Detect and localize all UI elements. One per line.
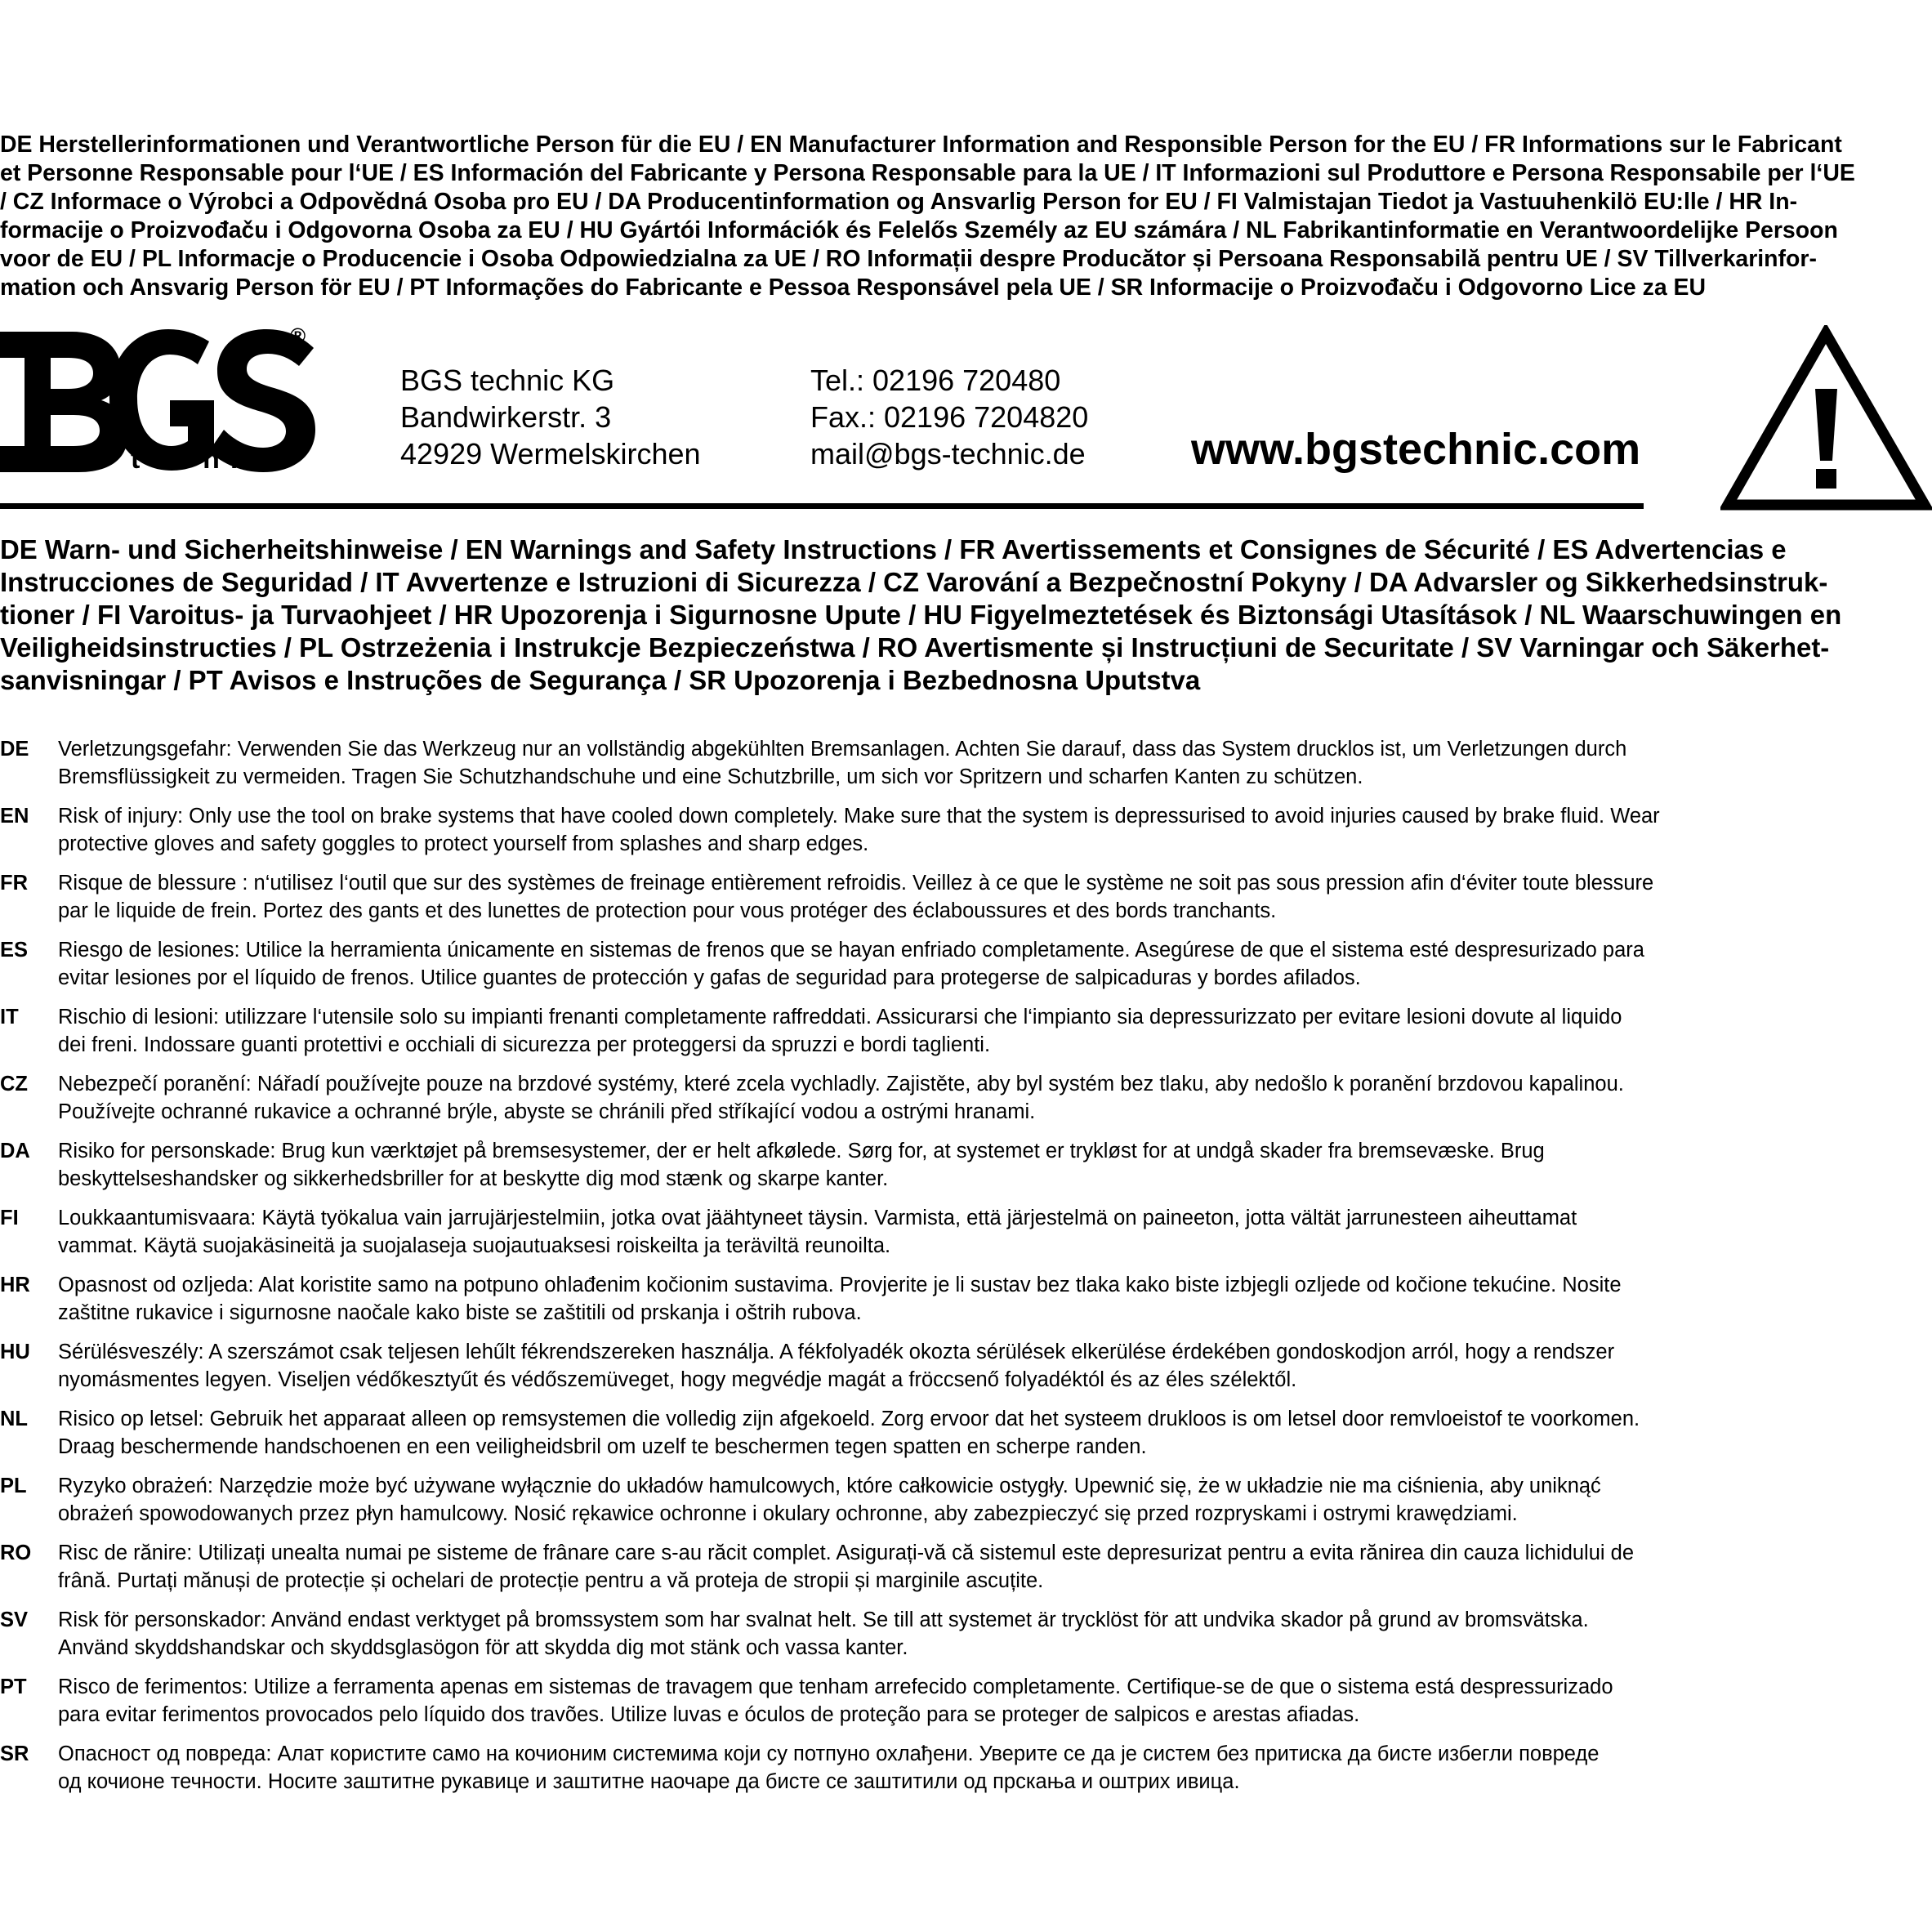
website-link[interactable]: www.bgstechnic.com — [1191, 425, 1641, 474]
entry-text-line2: obrażeń spowodowanych przez płyn hamulcowy. Nosić rękawice ochronne i okulary ochronne, aby zabezpieczyć się przed rozpryskami i ostrymi krawędziami. — [58, 1502, 1518, 1525]
entry-text-line2: nyomásmentes legyen. Viseljen védőkesztyűt és védőszemüveget, hogy megvédje magát a fröccsenő folyadéktól és az éles szélektől. — [58, 1368, 1297, 1391]
divider — [0, 503, 1644, 509]
entry-text-line2: Bremsflüssigkeit zu vermeiden. Tragen Sie Schutzhandschuhe und eine Schutzbrille, um sich vor Spritzern und scharfen Kanten zu schützen. — [58, 765, 1363, 788]
safety-entry — [0, 802, 1932, 869]
entry-text-line2: frână. Purtați mănuși de protecție și ochelari de protecție pentru a vă proteja de stropii și marginile ascuțite. — [58, 1569, 1044, 1592]
entry-text-line1: Risiko for personskade: Brug kun værktøjet på bremsesystemer, der er helt afkølede. Sørg for, at systemet er trykløst for at undgå skader fra bremsevæske. Brug — [58, 1140, 1545, 1162]
entry-text-line2: Používejte ochranné rukavice a ochranné brýle, abyste se chránili před stříkající vodou a ostrými hranami. — [58, 1100, 1036, 1123]
language-code: FI — [0, 1207, 19, 1229]
safety-entries-list — [0, 735, 1932, 1807]
safety-entry — [0, 1606, 1932, 1673]
entry-text-line1: Risc de rănire: Utilizați unealta numai pe sisteme de frânare care s-au răcit complet. Asigurați-vă că sistemul este depresurizat pentru a evita rănirea din cauza lichidului de — [58, 1542, 1635, 1564]
street-address: Bandwirkerstr. 3 — [400, 400, 612, 434]
phone-number: Tel.: 02196 720480 — [810, 364, 1061, 397]
heading-line: / CZ Informace o Výrobci a Odpovědná Osoba pro EU / DA Producentinformation og Ansvarlig Person for EU / FI Valmistajan Tiedot ja Vastuuhenkilö EU:lle / HR In- — [0, 189, 1798, 215]
entry-text-line2: Använd skyddshandskar och skyddsglasögon för att skydda dig mot stänk och vassa kanter. — [58, 1636, 908, 1659]
entry-text-line1: Verletzungsgefahr: Verwenden Sie das Werkzeug nur an vollständig abgekühlten Bremsanlagen. Achten Sie darauf, dass das System drucklos ist, um Verletzungen durch — [58, 738, 1627, 761]
entry-text-line2: para evitar ferimentos provocados pelo líquido dos travões. Utilize luvas e óculos de proteção para se proteger de salpicos e arestas afiadas. — [58, 1703, 1360, 1726]
address-block — [400, 362, 701, 472]
entry-text-line2: zaštitne rukavice i sigurnosne naočale kako biste se zaštitili od prskanja i oštrih rubova. — [58, 1301, 862, 1324]
language-code: ES — [0, 939, 29, 962]
language-code: SV — [0, 1609, 29, 1631]
entry-text-line1: Rischio di lesioni: utilizzare l‘utensile solo su impianti frenanti completamente raffreddati. Assicurarsi che l‘impianto sia depressurizzato per evitare lesioni dovute al liquido — [58, 1006, 1622, 1028]
entry-text-line1: Loukkaantumisvaara: Käytä työkalua vain jarrujärjestelmiin, jotka ovat jäähtyneet täysin. Varmista, että järjestelmä on paineeton, jotta vältät jarrunesteen aiheuttamat — [58, 1207, 1577, 1229]
heading-line: DE Herstellerinformationen und Verantwortliche Person für die EU / EN Manufacturer Information and Responsible Person for the EU / FR Informations sur le Fabricant — [0, 132, 1842, 158]
manufacturer-info-heading — [0, 131, 1932, 302]
language-code: PL — [0, 1475, 27, 1497]
safety-entry — [0, 1472, 1932, 1539]
language-code: NL — [0, 1408, 28, 1430]
entry-text-line2: dei freni. Indossare guanti protettivi e occhiali di sicurezza per proteggersi da spruzzi e bordi taglienti. — [58, 1033, 991, 1056]
heading-line: et Personne Responsable pour l‘UE / ES Información del Fabricante y Persona Responsable para la UE / IT Informazioni sul Produttore e Persona Responsabile per l‘UE — [0, 160, 1855, 186]
heading-line: DE Warn- und Sicherheitshinweise / EN Warnings and Safety Instructions / FR Avertissements et Consignes de Sécurité / ES Advertencias e — [0, 534, 1787, 564]
entry-text-line1: Risque de blessure : n‘utilisez l‘outil que sur des systèmes de freinage entièrement refroidis. Veillez à ce que le système ne soit pas sous pression afin d‘éviter toute blessure — [58, 872, 1654, 895]
logo-subtext: technic — [131, 444, 303, 475]
heading-line: voor de EU / PL Informacje o Producencie i Osoba Odpowiedzialna za UE / RO Informații despre Producător și Persoana Responsabilă pentru UE / SV Tillverkarinfor- — [0, 246, 1817, 272]
heading-line: sanvisningar / PT Avisos e Instruções de Segurança / SR Upozorenja i Bezbednosna Uputstva — [0, 665, 1201, 695]
language-code: HR — [0, 1274, 30, 1296]
safety-entry — [0, 1137, 1932, 1204]
heading-line: Veiligheidsinstructies / PL Ostrzeżenia i Instrukcje Bezpieczeństwa / RO Avertismente și Instrucțiuni de Securitate / SV Varningar och Säkerhet- — [0, 632, 1830, 663]
language-code: IT — [0, 1006, 19, 1028]
language-code: PT — [0, 1675, 27, 1698]
heading-line: Instrucciones de Seguridad / IT Avvertenze e Istruzioni di Sicurezza / CZ Varování a Bezpečnostní Pokyny / DA Advarsler og Sikkerhedsinstruk- — [0, 567, 1828, 597]
safety-instructions-heading — [0, 533, 1932, 697]
entry-text-line1: Opasnost od ozljeda: Alat koristite samo na potpuno ohlađenim kočionim sustavima. Provjerite je li sustav bez tlaka kako biste izbjegli ozljede od kočione tekućine. Nosite — [58, 1274, 1622, 1296]
heading-line: mation och Ansvarig Person för EU / PT Informações do Fabricante e Pessoa Responsável pela UE / SR Informacije o Proizvođaču i Odgovorno Lice za EU — [0, 274, 1707, 301]
safety-entry — [0, 1338, 1932, 1405]
language-code: EN — [0, 805, 29, 828]
safety-entry — [0, 1673, 1932, 1740]
safety-entry — [0, 1003, 1932, 1070]
city-address: 42929 Wermelskirchen — [400, 437, 701, 471]
safety-entry — [0, 869, 1932, 936]
registered-mark: ® — [290, 323, 306, 348]
warning-triangle-icon — [1720, 325, 1932, 513]
entry-text-line2: protective gloves and safety goggles to protect yourself from splashes and sharp edges. — [58, 832, 869, 855]
entry-text-line2: evitar lesiones por el líquido de frenos. Utilice guantes de protección y gafas de seguridad para protegerse de salpicaduras y bordes afilados. — [58, 966, 1361, 989]
language-code: DE — [0, 738, 29, 761]
entry-text-line1: Опасност од повреда: Алат користите само на кочионим системима који су потпуно охлађени. Уверите се да је систем без притиска да бисте избегли повреде — [58, 1742, 1600, 1765]
entry-text-line2: vammat. Käytä suojakäsineitä ja suojalaseja suojautuaksesi roiskeilta ja teräviltä reunoilta. — [58, 1234, 891, 1257]
contact-block — [810, 362, 1088, 472]
fax-number: Fax.: 02196 7204820 — [810, 400, 1089, 434]
safety-entry — [0, 1204, 1932, 1271]
language-code: HU — [0, 1341, 30, 1363]
safety-entry — [0, 1271, 1932, 1338]
entry-text-line1: Risk of injury: Only use the tool on brake systems that have cooled down completely. Make sure that the system is depressurised to avoid injuries caused by brake fluid. Wear — [58, 805, 1660, 828]
bgs-technic-logo — [0, 325, 327, 476]
safety-entry — [0, 735, 1932, 802]
entry-text-line2: Draag beschermende handschoenen en een veiligheidsbril om uzelf te beschermen tegen spatten en scherpe randen. — [58, 1435, 1147, 1458]
entry-text-line1: Riesgo de lesiones: Utilice la herramienta únicamente en sistemas de frenos que se hayan enfriado completamente. Asegúrese de que el sistema esté despresurizado para — [58, 939, 1644, 962]
entry-text-line1: Risk för personskador: Använd endast verktyget på bromssystem som har svalnat helt. Se till att systemet är trycklöst för att undvika skador på grund av bromsvätska. — [58, 1609, 1589, 1631]
entry-text-line1: Risico op letsel: Gebruik het apparaat alleen op remsystemen die volledig zijn afgekoeld. Zorg ervoor dat het systeem drukloos is om letsel door remvloeistof te voorkomen. — [58, 1408, 1640, 1430]
entry-text-line2: par le liquide de frein. Portez des gants et des lunettes de protection pour vous protéger des éclaboussures et des bords tranchants. — [58, 899, 1277, 922]
company-name: BGS technic KG — [400, 364, 615, 397]
entry-text-line1: Nebezpečí poranění: Nářadí používejte pouze na brzdové systémy, které zcela vychladly. Zajistěte, aby byl systém bez tlaku, aby nedošlo k poranění brzdovou kapalinou. — [58, 1073, 1624, 1095]
language-code: FR — [0, 872, 28, 895]
safety-entry — [0, 1539, 1932, 1606]
safety-entry — [0, 1740, 1932, 1807]
language-code: RO — [0, 1542, 32, 1564]
language-code: CZ — [0, 1073, 28, 1095]
entry-text-line2: од кочионе течности. Носите заштитне рукавице и заштитне наочаре да бисте се заштитили од прскања и оштрих ивица. — [58, 1770, 1240, 1793]
entry-text-line1: Sérülésveszély: A szerszámot csak teljesen lehűlt fékrendszereken használja. A fékfolyadék okozta sérülések elkerülése érdekében gondoskodjon arról, hogy a rendszer — [58, 1341, 1615, 1363]
entry-text-line1: Risco de ferimentos: Utilize a ferramenta apenas em sistemas de travagem que tenham arrefecido completamente. Certifique-se de que o sistema está despressurizado — [58, 1675, 1613, 1698]
email-address: mail@bgs-technic.de — [810, 437, 1086, 471]
language-code: DA — [0, 1140, 30, 1162]
entry-text-line1: Ryzyko obrażeń: Narzędzie może być używane wyłącznie do układów hamulcowych, które całkowicie ostygły. Upewnić się, że w układzie nie ma ciśnienia, aby uniknąć — [58, 1475, 1601, 1497]
safety-entry — [0, 1405, 1932, 1472]
safety-entry — [0, 936, 1932, 1003]
safety-entry — [0, 1070, 1932, 1137]
language-code: SR — [0, 1742, 29, 1765]
heading-line: tioner / FI Varoitus- ja Turvaohjeet / HR Upozorenja i Sigurnosne Upute / HU Figyelmeztetések és Biztonsági Utasítások / NL Waarschuwingen en — [0, 600, 1842, 630]
entry-text-line2: beskyttelseshandsker og sikkerhedsbriller for at beskytte dig mod stænk og skarpe kanter. — [58, 1167, 889, 1190]
heading-line: formacije o Proizvođaču i Odgovorna Osoba za EU / HU Gyártói Információk és Felelős Személy az EU számára / NL Fabrikantinformatie en Verantwoordelijke Persoon — [0, 217, 1838, 243]
